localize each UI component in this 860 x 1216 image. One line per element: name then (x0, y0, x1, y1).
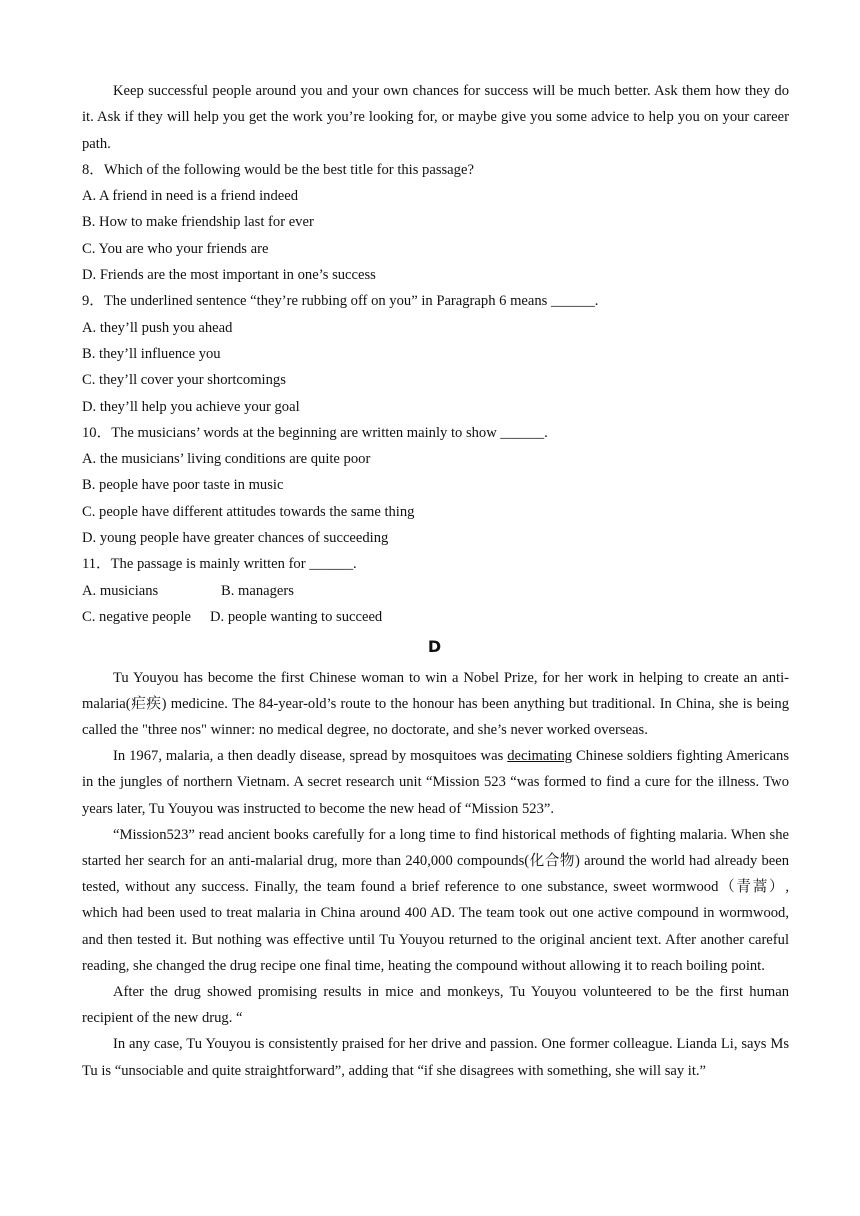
question-10 (82, 420, 789, 551)
question-stem: 8．Which of the following would be the best title for this passage? (82, 161, 474, 178)
option-a: A. musicians (82, 582, 159, 599)
passage-paragraph-3: “Mission523” read ancient books carefully for a long time to find historical methods of fighting malaria. When she started her search for an anti-malarial drug, more than 240,000 compounds(化合物) around the world had already been tested, without any success. Finally, the team found a brief reference to one substance, sweet wormwood（青蒿）, which had been used to treat malaria in China around 400 AD. The team took out one active compound in wormwood, and then tested it. But nothing was effective until Tu Youyou returned to the original ancient text. After another careful reading, she changed the drug recipe one final time, heating the compound without allowing it to reach boiling point. (82, 826, 789, 974)
option-b: B. they’ll influence you (82, 345, 221, 362)
paragraph-text: In 1967, malaria, a then deadly disease, spread by mosquitoes was (113, 748, 508, 765)
option-a: A. A friend in need is a friend indeed (82, 188, 299, 205)
option-c: C. they’ll cover your shortcomings (82, 372, 286, 389)
underlined-word: decimating (507, 748, 573, 765)
option-b: B. How to make friendship last for ever (82, 214, 314, 231)
option-d: D. they’ll help you achieve your goal (82, 398, 300, 415)
option-c: C. You are who your friends are (82, 240, 269, 257)
option-b: B. managers (221, 582, 294, 599)
option-d: D. Friends are the most important in one’s success (82, 267, 376, 284)
option-d: D. people wanting to succeed (210, 608, 383, 625)
option-c: C. people have different attitudes towards the same thing (82, 503, 415, 520)
section-heading: D (427, 637, 442, 657)
question-stem: 10．The musicians’ words at the beginning are written mainly to show ______. (82, 424, 548, 441)
intro-paragraph: Keep successful people around you and your own chances for success will be much better. Ask them how they do it. Ask if they will help you get the work you’re looking for, or maybe give you some advice to help you on your career path. (82, 83, 789, 152)
question-stem: 11．The passage is mainly written for ______. (82, 556, 357, 573)
passage-d (82, 665, 789, 1084)
question-9 (82, 288, 789, 419)
question-11 (82, 551, 789, 630)
passage-paragraph-4: After the drug showed promising results in mice and monkeys, Tu Youyou volunteered to be the first human recipient of the new drug. “ (82, 983, 789, 1027)
option-d: D. young people have greater chances of succeeding (82, 530, 389, 547)
option-a: A. the musicians’ living conditions are quite poor (82, 451, 371, 468)
option-c: C. negative people (82, 608, 192, 625)
option-a: A. they’ll push you ahead (82, 319, 233, 336)
options-row-2 (82, 604, 789, 630)
passage-paragraph-5: In any case, Tu Youyou is consistently praised for her drive and passion. One former colleague. Lianda Li, says Ms Tu is “unsociable and quite straightforward”, adding that “if she disagrees with something, she will say it.” (82, 1036, 789, 1079)
paragraph-text: Chinese soldiers fighting Americans in the jungles of northern Vietnam. A secret research unit “Mission 523 “was formed to find a cure for the illness. Two years later, Tu Youyou was instructed to become the new head of “Mission 523”. (82, 748, 789, 817)
passage-paragraph-1: Tu Youyou has become the first Chinese woman to win a Nobel Prize, for her work in helping to create an anti-malaria(疟疾) medicine. The 84-year-old’s route to the honour has been anything but traditional. In China, she is being called the "three nos" winner: no medical degree, no doctorate, and she’s never worked overseas. (82, 669, 789, 738)
option-b: B. people have poor taste in music (82, 477, 284, 494)
question-stem: 9．The underlined sentence “they’re rubbing off on you” in Paragraph 6 means ______. (82, 293, 599, 310)
options-row-1 (82, 578, 789, 604)
document-page (82, 78, 789, 1084)
passage-paragraph-2 (82, 743, 789, 822)
question-8 (82, 157, 789, 288)
